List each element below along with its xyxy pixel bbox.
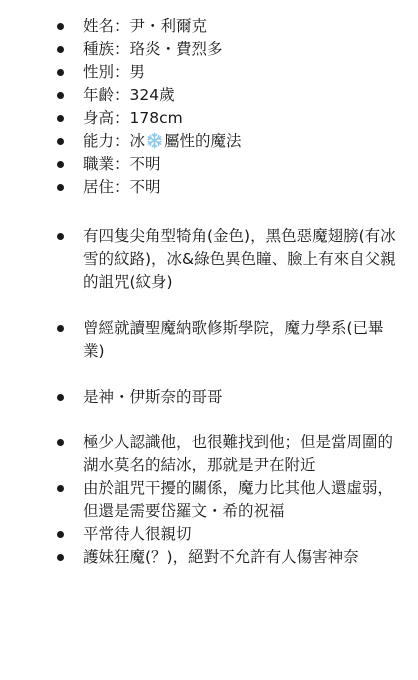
bullet-dot <box>57 161 64 168</box>
list-item-residence <box>0 176 418 199</box>
bullet-dot <box>57 485 64 492</box>
list-item-age <box>0 84 418 107</box>
ability-suffix-text: 屬性的魔法 <box>164 132 242 150</box>
bullet-dot <box>57 46 64 53</box>
bullet-dot <box>57 394 64 401</box>
height-text: 身高：178cm <box>83 109 183 127</box>
bullet-dot <box>57 554 64 561</box>
bullet-dot <box>57 439 64 446</box>
list-item-ability <box>0 130 418 153</box>
appearance-list <box>0 225 418 294</box>
note-text: 極少人認識他，也很難找到他；但是當周圍的湖水莫名的結冰，那就是尹在附近 <box>83 433 394 474</box>
note-text: 護妹狂魔(？)，絕對不允許有人傷害神奈 <box>83 548 359 566</box>
bullet-dot <box>57 23 64 30</box>
bullet-dot <box>57 92 64 99</box>
basic-info-list <box>0 15 418 199</box>
list-item-race <box>0 38 418 61</box>
residence-text: 居住：不明 <box>83 178 161 196</box>
list-item-note <box>0 431 418 477</box>
bullet-dot <box>57 69 64 76</box>
bullet-dot <box>57 138 64 145</box>
education-text: 曾經就讀聖魔納歌修斯學院，魔力學系(已畢業) <box>83 319 384 360</box>
list-item-job <box>0 153 418 176</box>
note-text: 由於詛咒干擾的關係，魔力比其他人還虛弱，但還是需要岱羅文・希的祝福 <box>83 479 394 520</box>
list-item-education <box>0 317 418 363</box>
age-text: 年齡：324歲 <box>83 86 175 104</box>
note-text: 平常待人很親切 <box>83 525 192 543</box>
list-item-height <box>0 107 418 130</box>
bullet-dot <box>57 325 64 332</box>
notes-list <box>0 431 418 569</box>
family-list <box>0 386 418 409</box>
name-text: 姓名：尹・利爾克 <box>83 17 208 35</box>
snowflake-icon <box>146 132 163 149</box>
bullet-dot <box>57 184 64 191</box>
list-item-gender <box>0 61 418 84</box>
list-item-family <box>0 386 418 409</box>
job-text: 職業：不明 <box>83 155 161 173</box>
list-item-note <box>0 546 418 569</box>
list-item-note <box>0 477 418 523</box>
race-text: 種族：珞炎・費烈多 <box>83 40 223 58</box>
list-item-name <box>0 15 418 38</box>
ability-prefix-text: 能力：冰 <box>83 132 146 150</box>
family-text: 是神・伊斯奈的哥哥 <box>83 388 223 406</box>
education-list <box>0 317 418 363</box>
bullet-dot <box>57 115 64 122</box>
bullet-dot <box>57 233 64 240</box>
bullet-dot <box>57 531 64 538</box>
gender-text: 性別：男 <box>83 63 146 81</box>
list-item-appearance <box>0 225 418 294</box>
appearance-text: 有四隻尖角型犄角(金色)，黑色惡魔翅膀(有冰雪的紋路)，冰&綠色異色瞳、臉上有來自父親的詛咒(紋身) <box>83 227 396 291</box>
list-item-note <box>0 523 418 546</box>
